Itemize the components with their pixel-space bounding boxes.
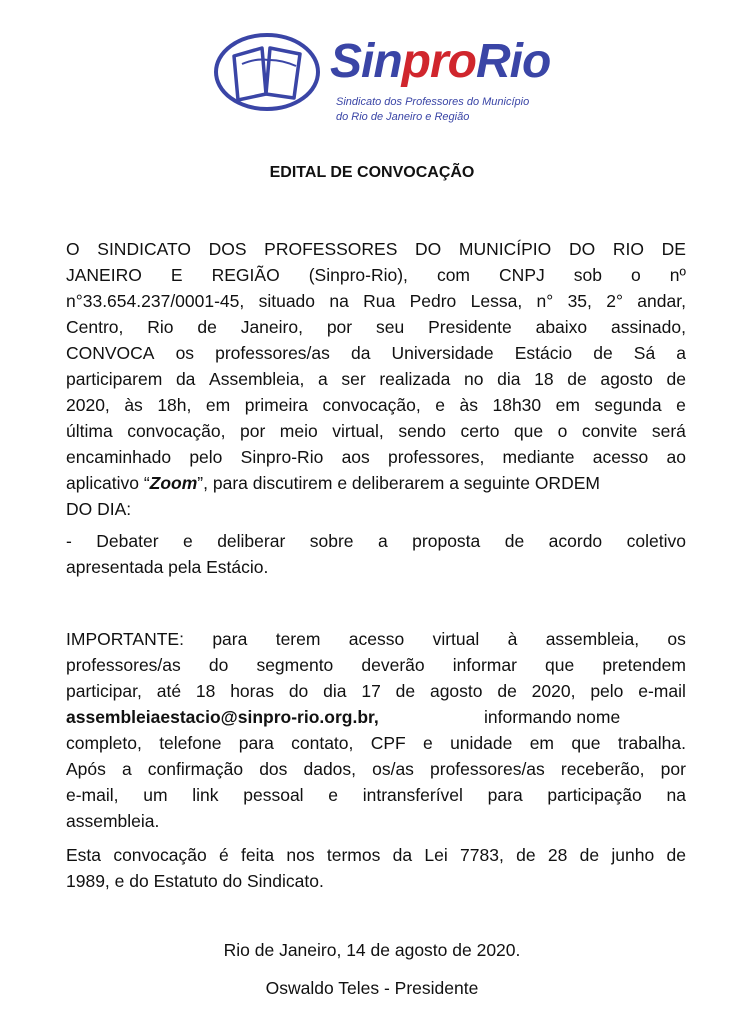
para3-line-7 xyxy=(66,782,686,808)
word: sobre xyxy=(309,531,354,551)
word: a xyxy=(121,759,132,779)
word: 17 xyxy=(361,681,381,701)
word: receberão, xyxy=(560,759,645,779)
word: em xyxy=(205,395,231,415)
word: E xyxy=(170,265,183,285)
word: e xyxy=(328,785,339,805)
word: de xyxy=(593,343,613,363)
word: confirmação xyxy=(147,759,244,779)
word: realizada xyxy=(379,369,451,389)
word: proposta xyxy=(412,531,481,551)
word: na xyxy=(666,785,686,805)
word: convocação, xyxy=(127,421,226,441)
para1-line-3 xyxy=(66,288,686,314)
word: participarem xyxy=(66,369,163,389)
word: SINDICATO xyxy=(97,239,191,259)
logo-pro: pro xyxy=(401,35,476,88)
word: DOS xyxy=(208,239,247,259)
word: Rua xyxy=(363,291,396,311)
para4-line-2: 1989, e do Estatuto do Sindicato. xyxy=(66,871,324,891)
word: última xyxy=(66,421,113,441)
logo-wordmark xyxy=(330,32,550,92)
word: MUNICÍPIO xyxy=(458,239,552,259)
logo-rio: Rio xyxy=(476,35,551,88)
word: dos xyxy=(259,759,288,779)
para3-line-1 xyxy=(66,626,686,652)
word: coletivo xyxy=(626,531,686,551)
word: CPF xyxy=(370,733,406,753)
word: por xyxy=(660,759,686,779)
agenda-paragraph xyxy=(66,528,686,580)
word: de xyxy=(197,317,217,337)
word: convite xyxy=(581,421,638,441)
word: os xyxy=(667,629,686,649)
word: virtual, xyxy=(332,421,384,441)
word: CONVOCA xyxy=(66,343,155,363)
word: a xyxy=(676,343,686,363)
word: de xyxy=(516,845,536,865)
word: os/as xyxy=(372,759,414,779)
word: no xyxy=(464,369,484,389)
word: virtual xyxy=(432,629,480,649)
word: Presidente xyxy=(428,317,512,337)
para3-line-8: assembleia. xyxy=(66,811,160,831)
word: e-mail xyxy=(638,681,686,701)
word: meio xyxy=(279,421,318,441)
para1-line-1 xyxy=(66,236,686,262)
word: Assembleia, xyxy=(209,369,305,389)
word: acesso xyxy=(592,447,649,467)
word: andar, xyxy=(637,291,686,311)
word: será xyxy=(651,421,686,441)
word: e xyxy=(676,395,686,415)
word: em xyxy=(555,395,580,415)
word: professores, xyxy=(388,447,485,467)
word: dia xyxy=(323,681,347,701)
word: assinado, xyxy=(611,317,686,337)
para1-line-6 xyxy=(66,366,686,392)
word: um xyxy=(143,785,168,805)
word: Rio xyxy=(147,317,174,337)
word: O xyxy=(66,239,80,259)
convocation-paragraph xyxy=(66,236,686,522)
word: intransferível xyxy=(362,785,463,805)
word: feita xyxy=(241,845,275,865)
word: de xyxy=(567,369,587,389)
word: em xyxy=(529,733,554,753)
word: às xyxy=(124,395,143,415)
word: da xyxy=(350,343,371,363)
word: Debater xyxy=(96,531,159,551)
word: por xyxy=(239,421,266,441)
word: os xyxy=(175,343,195,363)
word: professores/as xyxy=(215,343,330,363)
para1-line-2 xyxy=(66,262,686,288)
word: unidade xyxy=(450,733,513,753)
para3-line-4 xyxy=(66,704,686,730)
word: PROFESSORES xyxy=(264,239,398,259)
word: convocação, xyxy=(322,395,421,415)
word: termos xyxy=(326,845,381,865)
word: Estácio xyxy=(514,343,573,363)
word: ser xyxy=(341,369,366,389)
logo-subtitle-line2: do Rio de Janeiro e Região xyxy=(336,111,470,123)
word: JANEIRO xyxy=(66,265,142,285)
word: professores/as xyxy=(430,759,545,779)
word: link xyxy=(192,785,219,805)
word: assembleia, xyxy=(545,629,640,649)
word: primeira xyxy=(244,395,308,415)
word: segunda xyxy=(594,395,662,415)
word: de xyxy=(666,845,686,865)
para2-line-1 xyxy=(66,528,686,554)
word: segmento xyxy=(256,655,334,675)
word: RIO xyxy=(612,239,644,259)
para1-line-7 xyxy=(66,392,686,418)
word: o xyxy=(631,265,641,285)
para3-line-2 xyxy=(66,652,686,678)
word: o xyxy=(557,421,568,441)
para1-line-5 xyxy=(66,340,686,366)
word: professores/as xyxy=(66,655,181,675)
word: Janeiro, xyxy=(240,317,303,337)
word: n°33.654.237/0001-45, xyxy=(66,291,245,311)
word: sob xyxy=(573,265,602,285)
word: 18h30 xyxy=(492,395,542,415)
para3-line-6 xyxy=(66,756,686,782)
word: deverão xyxy=(361,655,425,675)
word: junho xyxy=(611,845,655,865)
word: participação xyxy=(547,785,642,805)
word: completo, xyxy=(66,733,142,753)
word: mediante xyxy=(502,447,575,467)
word: dia xyxy=(497,369,521,389)
word: 18 xyxy=(195,681,216,701)
zoom-after-text: ”, para discutirem e deliberarem a seguinte ORDEM xyxy=(197,473,600,493)
word: abaixo xyxy=(535,317,588,337)
word: do xyxy=(288,681,309,701)
word: Lei xyxy=(424,845,448,865)
zoom-app-name: Zoom xyxy=(149,473,198,493)
word: nº xyxy=(669,265,686,285)
word: por xyxy=(326,317,353,337)
word: agosto xyxy=(429,681,483,701)
word: participar, xyxy=(66,681,142,701)
word: que xyxy=(571,733,601,753)
word: à xyxy=(507,629,518,649)
word: 7783, xyxy=(460,845,504,865)
word: aos xyxy=(341,447,370,467)
word: e xyxy=(423,733,433,753)
document-title: EDITAL DE CONVOCAÇÃO xyxy=(269,164,475,181)
word: - xyxy=(66,531,72,551)
word: deliberar xyxy=(217,531,286,551)
word: DO xyxy=(415,239,442,259)
word: para xyxy=(238,733,274,753)
word: de xyxy=(395,681,416,701)
word: agosto xyxy=(600,369,653,389)
word: REGIÃO xyxy=(211,265,280,285)
word: é xyxy=(219,845,229,865)
word: (Sinpro-Rio), xyxy=(308,265,408,285)
word: até xyxy=(156,681,182,701)
word: para xyxy=(487,785,523,805)
word: e-mail, xyxy=(66,785,119,805)
word: de xyxy=(504,531,525,551)
contact-email-link[interactable]: assembleiaestacio@sinpro-rio.org.br, xyxy=(66,707,379,727)
email-after-text: informando nome xyxy=(484,707,621,727)
word: pelo xyxy=(590,681,624,701)
word: IMPORTANTE: xyxy=(66,629,184,649)
word: trabalha. xyxy=(617,733,686,753)
zoom-before-text: aplicativo “ xyxy=(66,473,150,493)
word: às xyxy=(459,395,478,415)
para2-line-2: apresentada pela Estácio. xyxy=(66,557,269,577)
word: 2020, xyxy=(531,681,576,701)
word: 2° xyxy=(606,291,623,311)
word: encaminhado xyxy=(66,447,172,467)
legal-basis-paragraph xyxy=(66,842,686,894)
para1-line-4 xyxy=(66,314,686,340)
para1-line-9 xyxy=(66,444,686,470)
date-line: Rio de Janeiro, 14 de agosto de 2020. xyxy=(223,940,521,960)
word: n° xyxy=(536,291,554,311)
word: Pedro xyxy=(409,291,457,311)
word: de xyxy=(579,845,600,865)
word: na xyxy=(329,291,349,311)
word: pessoal xyxy=(243,785,304,805)
word: informar xyxy=(452,655,517,675)
para4-line-1 xyxy=(66,842,686,868)
logo-sin: Sin xyxy=(330,35,402,88)
word: e xyxy=(435,395,445,415)
word: acordo xyxy=(548,531,603,551)
word: convocação xyxy=(113,845,207,865)
word: de xyxy=(497,681,517,701)
word: para xyxy=(212,629,248,649)
word: a xyxy=(318,369,328,389)
word: ao xyxy=(666,447,686,467)
word: acesso xyxy=(348,629,405,649)
para1-line-8 xyxy=(66,418,686,444)
logo-subtitle-line1: Sindicato dos Professores do Município xyxy=(336,96,530,108)
word: que xyxy=(513,421,544,441)
word: DE xyxy=(661,239,686,259)
word: com xyxy=(436,265,471,285)
word: Esta xyxy=(66,845,102,865)
important-paragraph xyxy=(66,626,686,834)
word: 28 xyxy=(547,845,568,865)
word: pretendem xyxy=(602,655,686,675)
word: horas xyxy=(230,681,274,701)
word: nos xyxy=(286,845,315,865)
word: da xyxy=(175,369,196,389)
signature-line: Oswaldo Teles - Presidente xyxy=(265,978,479,998)
word: Após xyxy=(66,759,106,779)
para3-line-5 xyxy=(66,730,686,756)
word: de xyxy=(666,369,686,389)
para3-line-3 xyxy=(66,678,686,704)
para1-line-10 xyxy=(66,470,686,496)
word: Lessa, xyxy=(470,291,523,311)
para1-line-11: DO DIA: xyxy=(66,499,132,519)
word: certo xyxy=(460,421,500,441)
word: a xyxy=(377,531,388,551)
word: sendo xyxy=(398,421,446,441)
word: contato, xyxy=(291,733,354,753)
book-globe-icon xyxy=(212,30,322,114)
word: do xyxy=(208,655,229,675)
word: seu xyxy=(375,317,405,337)
word: telefone xyxy=(159,733,222,753)
word: situado xyxy=(258,291,316,311)
word: dados, xyxy=(303,759,357,779)
word: e xyxy=(183,531,193,551)
sinpro-rio-logo xyxy=(212,26,551,130)
word: DO xyxy=(568,239,596,259)
word: 2020, xyxy=(66,395,110,415)
word: Centro, xyxy=(66,317,124,337)
word: que xyxy=(545,655,575,675)
word: Sinpro-Rio xyxy=(240,447,324,467)
word: Universidade xyxy=(391,343,494,363)
word: 18 xyxy=(534,369,554,389)
word: 18h, xyxy=(157,395,192,415)
word: terem xyxy=(275,629,321,649)
word: da xyxy=(392,845,413,865)
word: 35, xyxy=(567,291,592,311)
word: CNPJ xyxy=(499,265,545,285)
word: pelo xyxy=(189,447,223,467)
word: Sá xyxy=(633,343,656,363)
